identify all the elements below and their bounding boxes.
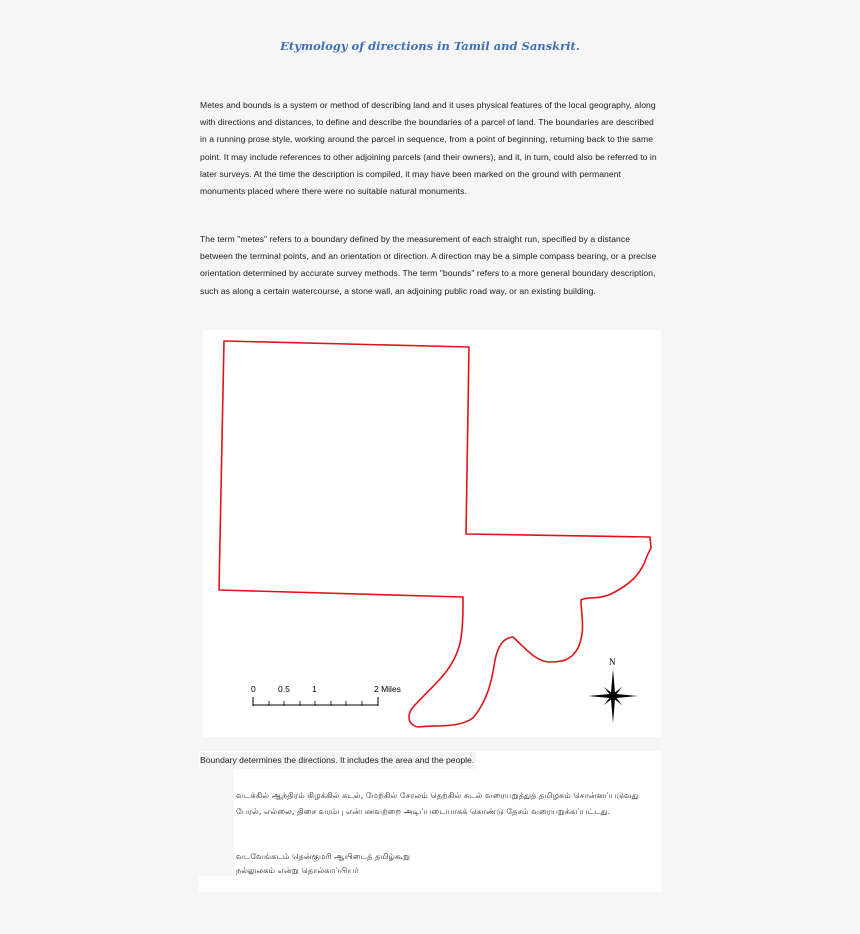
paragraph-metes-and-bounds: Metes and bounds is a system or method of describing land and it uses physical features of the local geography, along with directions and distances, to define and describe the boundaries of a parcel of land. The boundaries are described in a running prose style, working around the parcel in sequence, from a point of beginning, returning back to the same point. It may include references to other adjoining parcels (and their owners), and it, in turn, could also be referred to in later surveys. At the time the description is compiled, it may have been marked on the ground with permanent monuments placed where there were no suitable natural monuments. bbox=[200, 100, 657, 197]
scale-label-1: 1 bbox=[312, 684, 317, 694]
paragraph-metes-definition: The term "metes" refers to a boundary defined by the measurement of each straight run, specified by a distance between the terminal points, and an orientation or direction. A direction may be a simple compass bearing, or a precise orientation determined by accurate survey methods. The term "bounds" refers to a more general boundary description, such as along a certain watercourse, a stone wall, an adjoining public road way, or an existing building. bbox=[200, 234, 657, 296]
north-arrow-icon bbox=[588, 657, 638, 723]
scale-label-2-miles: 2 Miles bbox=[374, 684, 401, 694]
scale-bar bbox=[251, 684, 401, 706]
box-margin bbox=[199, 769, 234, 876]
parcel-boundary bbox=[219, 341, 651, 727]
boundary-map-figure bbox=[203, 330, 661, 737]
figure-caption: Boundary determines the directions. It includes the area and the people. bbox=[200, 752, 476, 769]
document-title: Etymology of directions in Tamil and Sanskrit. bbox=[280, 39, 580, 53]
tamil-verse bbox=[236, 850, 660, 877]
tamil-verse-line-2: நல்லுலகம் என்று தொல்காப்பியர் bbox=[236, 864, 359, 875]
north-label: N bbox=[609, 657, 616, 667]
scale-label-0: 0 bbox=[251, 684, 256, 694]
tamil-verse-line-1: வடவேங்கடம் தென்குமரி ஆயிடைத் தமிழ்கூறு bbox=[236, 851, 411, 861]
scale-label-0-5: 0.5 bbox=[278, 684, 290, 694]
tamil-paragraph: வடக்கில் ஆந்திரம் கிழக்கில் கடல், மேற்கில் சேரலம் தெற்கில் கடல் வரையறுத்துத் தமிழகம் சொன்னப்படுவது பேரல், எல்லை, திசை வரம்பு என்பனவற்றை அடிப்படையாகக் கொண்டு தேசம் வரையறுக்கப்பட்டது. bbox=[236, 790, 639, 816]
boundary-map bbox=[203, 330, 661, 737]
